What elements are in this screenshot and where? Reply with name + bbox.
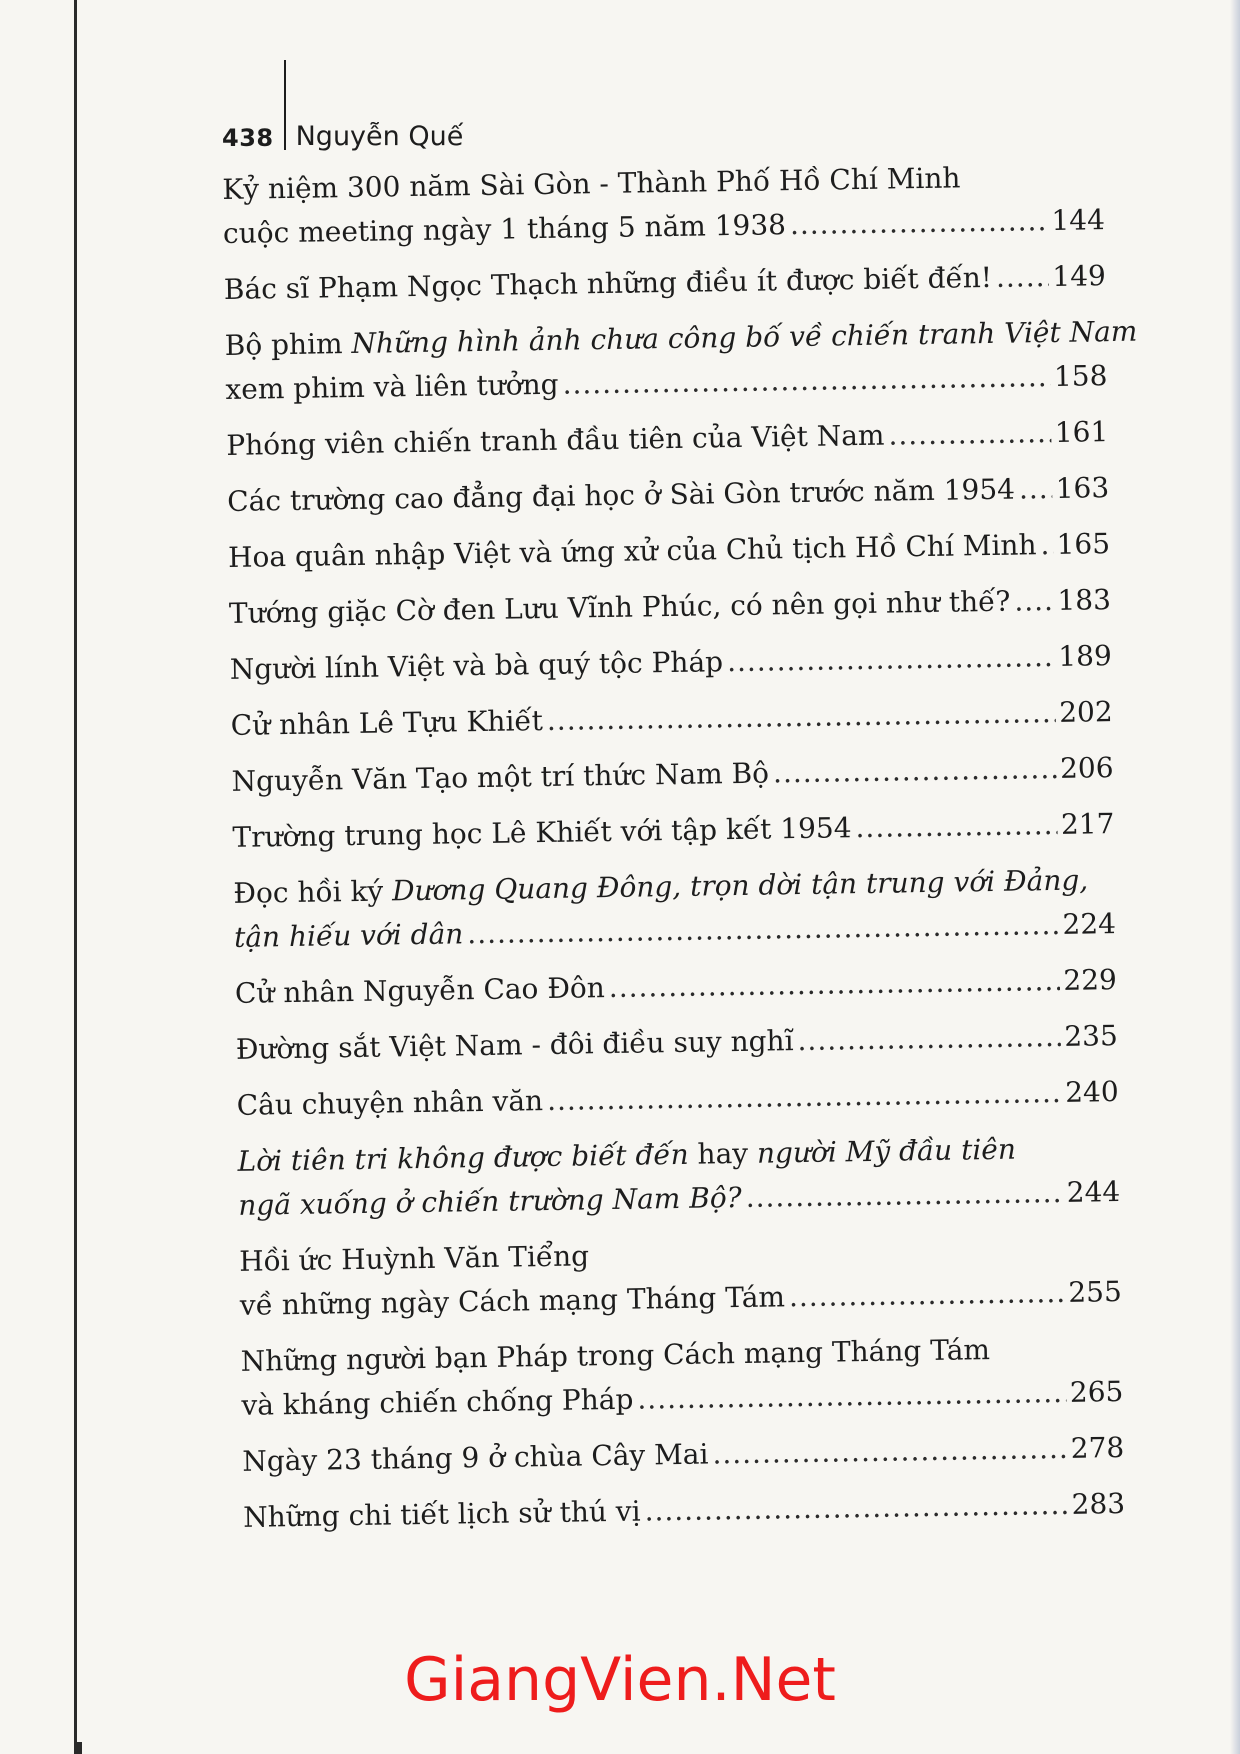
dot-leader bbox=[467, 903, 1059, 956]
toc-title-segment: Cử nhân Lê Tựu Khiết bbox=[230, 704, 544, 742]
toc-page-number: 161 bbox=[1054, 415, 1109, 449]
dot-leader bbox=[996, 255, 1049, 300]
dot-leader bbox=[637, 1371, 1066, 1422]
toc-entry bbox=[236, 1070, 1119, 1128]
toc-entry-title bbox=[232, 806, 852, 860]
toc-entry-title bbox=[243, 1490, 641, 1540]
running-header bbox=[222, 100, 463, 150]
toc-entry-title bbox=[234, 912, 464, 960]
toc-entry-title bbox=[224, 256, 993, 312]
toc-title-segment: Cử nhân Nguyễn Cao Đôn bbox=[234, 971, 606, 1010]
toc-entry bbox=[233, 858, 1116, 960]
toc-page-number: 217 bbox=[1060, 807, 1115, 841]
table-of-contents bbox=[222, 154, 1138, 1552]
toc-entry-title bbox=[227, 468, 1015, 524]
toc-entry-title bbox=[238, 1176, 742, 1228]
toc-entry-line bbox=[236, 1014, 1119, 1072]
toc-title-segment: Kỷ niệm 300 năm Sài Gòn - Thành Phố Hồ Chí Minh bbox=[222, 161, 961, 206]
dot-leader bbox=[1014, 579, 1054, 624]
toc-entry-line bbox=[242, 1426, 1125, 1484]
toc-title-segment: Dương Quang Đông, trọn dời tận trung với Đảng, bbox=[391, 863, 1089, 908]
toc-page-number: 149 bbox=[1052, 259, 1107, 293]
toc-entry bbox=[243, 1482, 1126, 1540]
toc-entry-title bbox=[229, 580, 1011, 636]
toc-title-segment: Những chi tiết lịch sử thú vị bbox=[242, 1494, 641, 1534]
toc-title-segment: Lời tiên tri không được biết đến bbox=[237, 1137, 689, 1178]
dot-leader bbox=[712, 1427, 1067, 1477]
toc-page-number: 224 bbox=[1062, 907, 1117, 941]
toc-entry-title bbox=[235, 966, 606, 1016]
toc-entry-title bbox=[231, 751, 769, 803]
toc-entry-line bbox=[236, 1070, 1119, 1128]
toc-page-number: 158 bbox=[1053, 359, 1108, 393]
toc-title-segment: Đường sắt Việt Nam - đôi điều suy nghĩ bbox=[235, 1024, 794, 1066]
page-corner-mark bbox=[74, 1742, 82, 1754]
dot-leader bbox=[727, 635, 1055, 684]
toc-title-segment: Hồi ức Huỳnh Văn Tiểng bbox=[238, 1239, 590, 1278]
toc-page-number: 244 bbox=[1066, 1175, 1121, 1209]
toc-title-segment: Các trường cao đẳng đại học ở Sài Gòn trước năm 1954 bbox=[226, 472, 1016, 518]
page-binding-edge bbox=[74, 0, 77, 1754]
toc-entry-title bbox=[225, 363, 559, 412]
toc-title-segment: hay bbox=[688, 1136, 758, 1171]
toc-entry-line bbox=[228, 522, 1111, 580]
toc-page-number: 144 bbox=[1051, 203, 1106, 237]
toc-title-segment: về những ngày Cách mạng Tháng Tám bbox=[239, 1280, 786, 1322]
dot-leader bbox=[773, 747, 1057, 795]
dot-leader bbox=[855, 803, 1057, 850]
toc-entry-line bbox=[227, 466, 1110, 524]
toc-title-segment: Người lính Việt và bà quý tộc Pháp bbox=[229, 645, 724, 686]
toc-page-number: 206 bbox=[1059, 751, 1114, 785]
dot-leader bbox=[797, 1015, 1060, 1063]
toc-entry bbox=[226, 410, 1109, 468]
dot-leader bbox=[608, 959, 1059, 1010]
author-name: Nguyễn Quế bbox=[295, 121, 464, 152]
toc-entry-title bbox=[240, 1275, 786, 1328]
toc-title-segment: ngã xuống ở chiến trường Nam Bộ? bbox=[238, 1180, 742, 1222]
toc-page-number: 255 bbox=[1068, 1275, 1123, 1309]
toc-entry-line bbox=[226, 410, 1109, 468]
toc-entry-line bbox=[224, 254, 1107, 312]
toc-entry bbox=[222, 154, 1105, 256]
toc-entry bbox=[239, 1226, 1122, 1328]
toc-page-number: 240 bbox=[1064, 1075, 1119, 1109]
toc-page-number: 165 bbox=[1056, 527, 1111, 561]
toc-entry bbox=[231, 746, 1114, 804]
toc-title-segment: cuộc meeting ngày 1 tháng 5 năm 1938 bbox=[222, 208, 787, 250]
toc-page-number: 283 bbox=[1071, 1486, 1126, 1521]
dot-leader bbox=[1019, 467, 1052, 512]
dot-leader bbox=[789, 1271, 1065, 1319]
toc-entry bbox=[228, 522, 1111, 580]
toc-title-segment: tận hiếu với dân bbox=[233, 917, 464, 954]
toc-title-segment: Bác sĩ Phạm Ngọc Thạch những điều ít được biết đến! bbox=[223, 260, 993, 306]
dot-leader bbox=[745, 1171, 1063, 1220]
page-right-edge bbox=[1230, 0, 1240, 1754]
dot-leader bbox=[644, 1483, 1068, 1534]
toc-title-segment: người Mỹ đầu tiên bbox=[756, 1132, 1017, 1170]
toc-entry-line bbox=[230, 690, 1113, 748]
toc-title-segment: Hoa quân nhập Việt và ứng xử của Chủ tịch Hồ Chí Minh bbox=[227, 528, 1037, 574]
toc-title-segment: Bộ phim bbox=[224, 326, 352, 362]
toc-entry-title bbox=[228, 523, 1037, 580]
toc-entry bbox=[224, 310, 1138, 412]
toc-entry-title bbox=[230, 699, 543, 748]
toc-title-segment: Nguyễn Văn Tạo một trí thức Nam Bộ bbox=[231, 756, 770, 798]
toc-entry bbox=[232, 802, 1115, 860]
toc-page-number: 229 bbox=[1063, 963, 1118, 997]
toc-title-segment: xem phim và liên tưởng bbox=[225, 367, 559, 406]
toc-entry-title bbox=[223, 203, 787, 256]
toc-title-segment: Ngày 23 tháng 9 ở chùa Cây Mai bbox=[242, 1437, 709, 1478]
toc-page-number: 202 bbox=[1058, 695, 1113, 729]
toc-title-segment: Phóng viên chiến tranh đầu tiên của Việt Nam bbox=[226, 418, 885, 462]
toc-entry bbox=[236, 1014, 1119, 1072]
toc-entry-line bbox=[230, 634, 1113, 692]
dot-leader bbox=[547, 691, 1056, 743]
toc-page-number: 163 bbox=[1055, 471, 1110, 505]
dot-leader bbox=[1040, 523, 1053, 567]
toc-entry bbox=[224, 254, 1107, 312]
dot-leader bbox=[790, 199, 1048, 247]
toc-entry-title bbox=[241, 1378, 634, 1428]
toc-title-segment: và kháng chiến chống Pháp bbox=[241, 1382, 634, 1422]
toc-title-segment: Những người bạn Pháp trong Cách mạng Tháng Tám bbox=[240, 1333, 991, 1378]
toc-entry bbox=[235, 958, 1118, 1016]
toc-title-segment: Trường trung học Lê Khiết với tập kết 1954 bbox=[232, 811, 852, 854]
watermark: GiangVien.Net bbox=[404, 1645, 836, 1715]
toc-page-number: 265 bbox=[1069, 1374, 1124, 1409]
toc-entry bbox=[227, 466, 1110, 524]
toc-entry bbox=[229, 578, 1112, 636]
toc-title-segment: Đọc hồi ký bbox=[233, 874, 393, 910]
toc-entry-line bbox=[235, 958, 1118, 1016]
toc-entry-title bbox=[242, 1433, 709, 1484]
dot-leader bbox=[562, 355, 1050, 407]
dot-leader bbox=[547, 1071, 1062, 1123]
toc-entry-line bbox=[232, 802, 1115, 860]
toc-page-number: 278 bbox=[1070, 1430, 1125, 1465]
toc-entry bbox=[230, 634, 1113, 692]
toc-entry bbox=[242, 1426, 1125, 1484]
toc-entry-line bbox=[243, 1482, 1126, 1540]
toc-entry bbox=[237, 1126, 1120, 1228]
toc-page-number: 235 bbox=[1064, 1019, 1118, 1053]
toc-entry-title bbox=[230, 640, 724, 692]
toc-title-segment: Câu chuyện nhân văn bbox=[236, 1084, 544, 1122]
toc-page-number: 189 bbox=[1058, 639, 1113, 673]
toc-title-segment: Tướng giặc Cờ đen Lưu Vĩnh Phúc, có nên gọi như thế? bbox=[228, 584, 1011, 630]
toc-page-number: 183 bbox=[1057, 583, 1112, 617]
toc-entry-title bbox=[236, 1079, 543, 1128]
toc-entry-title bbox=[226, 414, 885, 468]
toc-entry-line bbox=[231, 746, 1114, 804]
toc-title-segment: Những hình ảnh chưa công bố về chiến tranh Việt Nam bbox=[351, 314, 1138, 360]
toc-entry-title bbox=[236, 1019, 794, 1072]
toc-entry bbox=[240, 1326, 1123, 1428]
page-number: 438 bbox=[222, 124, 274, 152]
toc-entry-line bbox=[229, 578, 1112, 636]
dot-leader bbox=[888, 411, 1051, 458]
toc-entry bbox=[230, 690, 1113, 748]
